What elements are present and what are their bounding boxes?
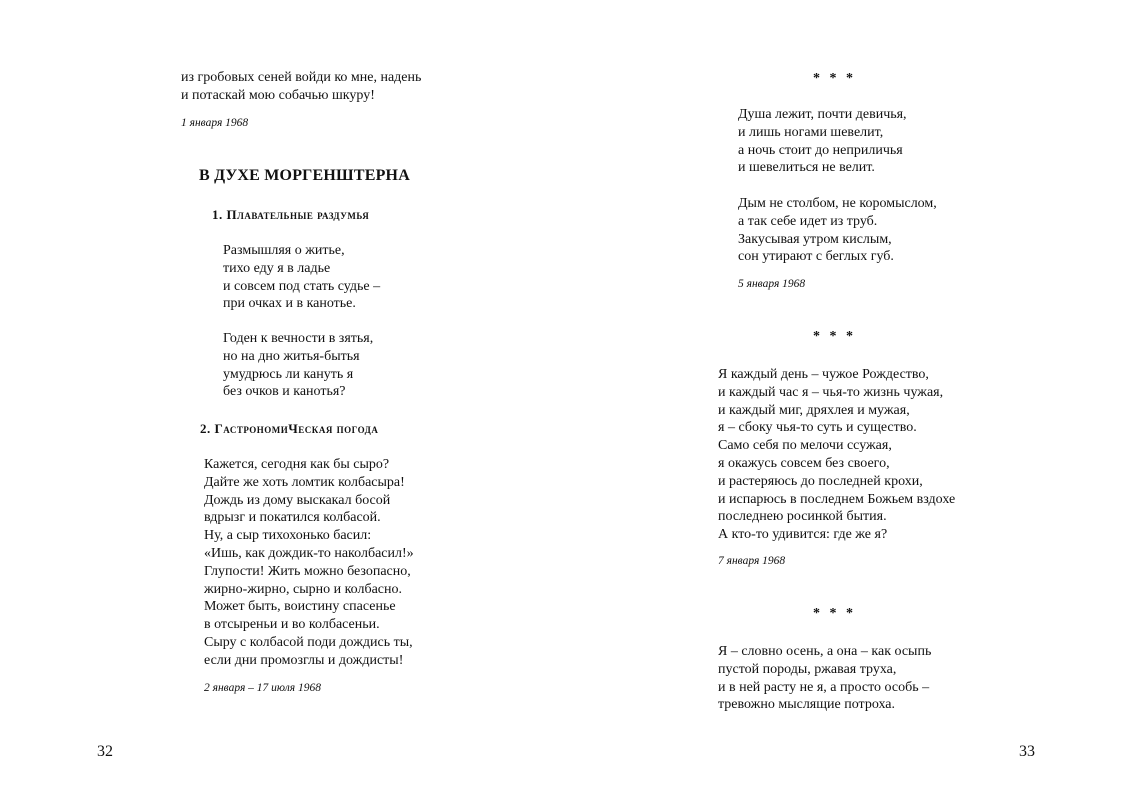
stanza	[738, 195, 937, 266]
verse-line: тревожно мыслящие потроха.	[718, 697, 896, 713]
poem-date: 7 января 1968	[718, 555, 786, 567]
verse-line: пустой породы, ржавая труха,	[718, 661, 897, 677]
verse-line: и в ней расту не я, а просто особь –	[718, 679, 930, 695]
verse-line: последнею росинкой бытия.	[718, 509, 887, 525]
verse-line: Я – словно осень, а она – как осыпь	[718, 644, 932, 659]
verse-line: и потаскай мою собачью шкуру!	[181, 87, 375, 103]
verse-line: а так себе идет из труб.	[738, 213, 878, 229]
verse-line: Кажется, сегодня как бы сыро?	[204, 457, 390, 472]
verse-line: Дайте же хоть ломтик колбасыра!	[204, 474, 405, 490]
stanza	[223, 330, 373, 401]
verse-line: тихо еду я в ладье	[223, 260, 331, 276]
verse-line: Глупости! Жить можно безопасно,	[204, 563, 411, 579]
verse-line: вдрызг и покатился колбасой.	[204, 510, 381, 526]
verse-line: и каждый час я – чья-то жизнь чужая,	[718, 384, 944, 400]
verse-line: Размышляя о житье,	[223, 243, 345, 258]
stars-separator: * * *	[813, 329, 856, 344]
verse-line: и лишь ногами шевелит,	[738, 124, 884, 140]
verse-line: Дождь из дому выскакал босой	[204, 492, 391, 508]
verse-line: Закусывая утром кислым,	[738, 231, 892, 247]
stanza	[223, 242, 380, 313]
verse-line: и совсем под стать судье –	[223, 278, 381, 294]
verse-line: Может быть, воистину спасенье	[204, 599, 396, 615]
verse-line: А кто-то удивится: где же я?	[718, 527, 888, 543]
verse-line: из гробовых сеней войди ко мне, надень	[181, 70, 422, 85]
poem-subtitle: 2. ГастрономиЧеская погода	[200, 421, 379, 436]
verse-line: а ночь стоит до неприличья	[738, 142, 903, 158]
verse-line: «Ишь, как дождик-то наколбасил!»	[204, 545, 414, 561]
verse-line: и шевелиться не велит.	[738, 160, 875, 176]
stars-separator: * * *	[813, 71, 856, 86]
poem-date: 2 января – 17 июля 1968	[204, 682, 321, 694]
verse-line: Само себя по мелочи ссужая,	[718, 438, 892, 454]
section-title: В ДУХЕ МОРГЕНШТЕРНА	[199, 167, 410, 184]
verse-line: жирно-жирно, сырно и колбасно.	[204, 581, 403, 597]
verse-line: я – сбоку чья-то суть и существо.	[718, 420, 917, 436]
stanza	[718, 366, 955, 544]
stanza	[738, 106, 907, 177]
stanza	[718, 643, 931, 714]
verse-line: умудрюсь ли кануть я	[223, 366, 354, 382]
top-stanza	[181, 69, 421, 105]
stanza	[204, 456, 414, 670]
verse-line: но на дно житья-бытья	[223, 348, 360, 364]
verse-line: Дым не столбом, не коромыслом,	[738, 196, 937, 211]
verse-line: сон утирают с беглых губ.	[738, 249, 894, 265]
verse-line: без очков и канотья?	[223, 384, 346, 400]
verse-line: и растеряюсь до последней крохи,	[718, 473, 923, 489]
poem-date: 1 января 1968	[181, 117, 249, 129]
verse-line: и испарюсь в последнем Божьем вздохе	[718, 491, 956, 507]
poem-subtitle: 1. Плавательные раздумья	[212, 207, 370, 222]
verse-line: если дни промозглы и дождисты!	[204, 652, 404, 668]
verse-line: в отсыреньи и во колбасеньи.	[204, 617, 380, 633]
stars-separator: * * *	[813, 606, 856, 621]
right-page	[566, 0, 1132, 800]
verse-line: я окажусь совсем без своего,	[718, 455, 890, 471]
poem-date: 5 января 1968	[738, 278, 806, 290]
page-number: 32	[97, 743, 113, 760]
verse-line: и каждый миг, дряхлея и мужая,	[718, 402, 910, 418]
verse-line: Ну, а сыр тихохонько басил:	[204, 528, 372, 544]
verse-line: при очках и в канотье.	[223, 296, 356, 312]
verse-line: Годен к вечности в зятья,	[223, 331, 374, 346]
verse-line: Сыру с колбасой поди дождись ты,	[204, 634, 413, 650]
verse-line: Я каждый день – чужое Рождество,	[718, 367, 929, 382]
page-number: 33	[1019, 743, 1035, 760]
verse-line: Душа лежит, почти девичья,	[738, 107, 907, 122]
